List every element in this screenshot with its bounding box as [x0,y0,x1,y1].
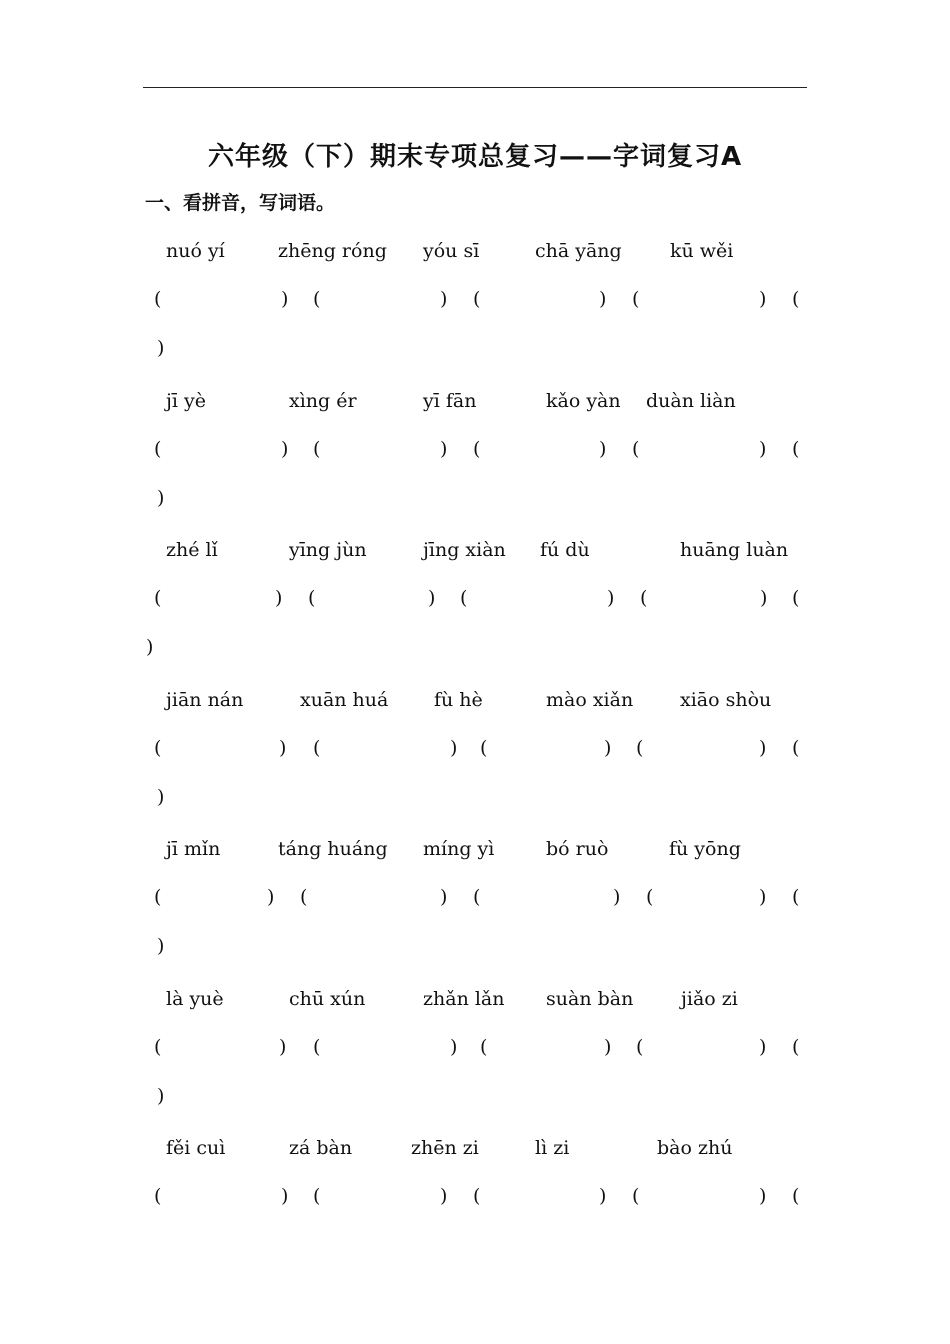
pinyin-prompt: míng yì [423,838,495,860]
answer-blank-close: ) [157,1084,165,1107]
pinyin-prompt: bào zhú [657,1137,733,1159]
pinyin-prompt: zhēng róng [278,240,387,262]
answer-blank-close: ) [599,437,607,460]
answer-blank-open[interactable]: ( [636,1035,644,1058]
pinyin-prompt: jī mǐn [166,838,221,860]
pinyin-prompt: chū xún [289,987,366,1010]
answer-blank-open[interactable]: ( [154,288,162,310]
answer-blank-close: ) [760,587,768,609]
answer-blank-close: ) [281,1185,289,1207]
answer-blank-open[interactable]: ( [473,1185,481,1207]
answer-blank-open[interactable]: ( [632,288,640,310]
answer-blank-open[interactable]: ( [632,437,640,460]
answer-blank-close: ) [157,486,165,509]
answer-blank-open[interactable]: ( [313,736,321,759]
answer-blank-open[interactable]: ( [792,288,800,310]
answer-blank-close: ) [157,337,165,359]
answer-blank-close: ) [599,288,607,310]
answer-blank-open[interactable]: ( [792,1185,800,1207]
answer-blank-open[interactable]: ( [154,1035,162,1058]
answer-blank-open[interactable]: ( [313,1185,321,1207]
answer-blank-close: ) [759,1035,767,1058]
pinyin-prompt: fù yōng [669,838,741,860]
answer-blank-close: ) [759,1185,767,1207]
pinyin-prompt: mào xiǎn [546,688,634,711]
answer-blank-open[interactable]: ( [154,437,162,460]
answer-blank-close: ) [146,636,154,658]
pinyin-prompt: yóu sī [423,240,480,262]
answer-blank-close: ) [440,1185,448,1207]
answer-blank-open[interactable]: ( [313,1035,321,1058]
answer-blank-close: ) [440,437,448,460]
pinyin-prompt: lì zi [535,1137,570,1159]
pinyin-prompt: jiǎo zi [681,987,738,1010]
pinyin-prompt: xiāo shòu [680,688,772,711]
answer-blank-close: ) [279,736,287,759]
pinyin-prompt: chā yāng [535,240,622,262]
section-heading: 一、看拼音，写词语。 [145,192,336,214]
pinyin-prompt: zhé lǐ [166,539,218,561]
answer-blank-open[interactable]: ( [154,587,162,609]
answer-blank-close: ) [279,1035,287,1058]
answer-blank-open[interactable]: ( [792,437,800,460]
answer-blank-close: ) [428,587,436,609]
answer-blank-close: ) [604,736,612,759]
answer-blank-open[interactable]: ( [792,736,800,759]
answer-blank-close: ) [759,437,767,460]
answer-blank-open[interactable]: ( [792,886,800,908]
header-rule [143,87,807,88]
pinyin-prompt: kǎo yàn [546,389,621,412]
answer-blank-open[interactable]: ( [308,587,316,609]
pinyin-prompt: suàn bàn [546,987,634,1010]
answer-blank-close: ) [267,886,275,908]
answer-blank-close: ) [599,1185,607,1207]
answer-blank-open[interactable]: ( [460,587,468,609]
pinyin-prompt: jīng xiàn [423,539,506,561]
answer-blank-close: ) [759,736,767,759]
answer-blank-close: ) [613,886,621,908]
pinyin-prompt: jiān nán [166,688,244,711]
pinyin-prompt: huāng luàn [680,539,789,561]
answer-blank-open[interactable]: ( [646,886,654,908]
pinyin-prompt: xuān huá [300,688,389,711]
answer-blank-open[interactable]: ( [480,736,488,759]
pinyin-prompt: zá bàn [289,1137,353,1159]
answer-blank-close: ) [607,587,615,609]
answer-blank-close: ) [281,288,289,310]
answer-blank-open[interactable]: ( [154,886,162,908]
answer-blank-open[interactable]: ( [473,886,481,908]
answer-blank-open[interactable]: ( [632,1185,640,1207]
pinyin-prompt: zhǎn lǎn [423,987,505,1010]
pinyin-prompt: là yuè [166,987,224,1010]
answer-blank-close: ) [759,886,767,908]
answer-blank-open[interactable]: ( [300,886,308,908]
pinyin-prompt: xìng ér [289,389,357,412]
answer-blank-open[interactable]: ( [480,1035,488,1058]
answer-blank-open[interactable]: ( [640,587,648,609]
answer-blank-close: ) [450,1035,458,1058]
answer-blank-open[interactable]: ( [792,587,800,609]
answer-blank-close: ) [440,886,448,908]
pinyin-prompt: jī yè [166,389,206,412]
answer-blank-open[interactable]: ( [313,437,321,460]
pinyin-prompt: bó ruò [546,838,609,860]
pinyin-prompt: fěi cuì [166,1137,226,1159]
answer-blank-open[interactable]: ( [792,1035,800,1058]
pinyin-prompt: yīng jùn [289,539,367,561]
answer-blank-open[interactable]: ( [473,437,481,460]
pinyin-prompt: nuó yí [166,240,225,262]
answer-blank-open[interactable]: ( [154,736,162,759]
pinyin-prompt: duàn liàn [646,389,736,412]
pinyin-prompt: yī fān [423,389,477,412]
answer-blank-close: ) [450,736,458,759]
answer-blank-open[interactable]: ( [154,1185,162,1207]
pinyin-prompt: kū wěi [670,240,734,262]
answer-blank-open[interactable]: ( [313,288,321,310]
pinyin-prompt: fù hè [434,688,483,711]
answer-blank-close: ) [604,1035,612,1058]
answer-blank-close: ) [759,288,767,310]
pinyin-prompt: fú dù [540,539,590,561]
answer-blank-close: ) [440,288,448,310]
answer-blank-open[interactable]: ( [473,288,481,310]
answer-blank-open[interactable]: ( [636,736,644,759]
answer-blank-close: ) [157,785,165,808]
page-title: 六年级（下）期末专项总复习——字词复习A [207,142,743,172]
answer-blank-close: ) [157,935,165,957]
answer-blank-close: ) [281,437,289,460]
pinyin-prompt: zhēn zi [411,1137,479,1159]
pinyin-prompt: táng huáng [278,838,388,860]
answer-blank-close: ) [275,587,283,609]
